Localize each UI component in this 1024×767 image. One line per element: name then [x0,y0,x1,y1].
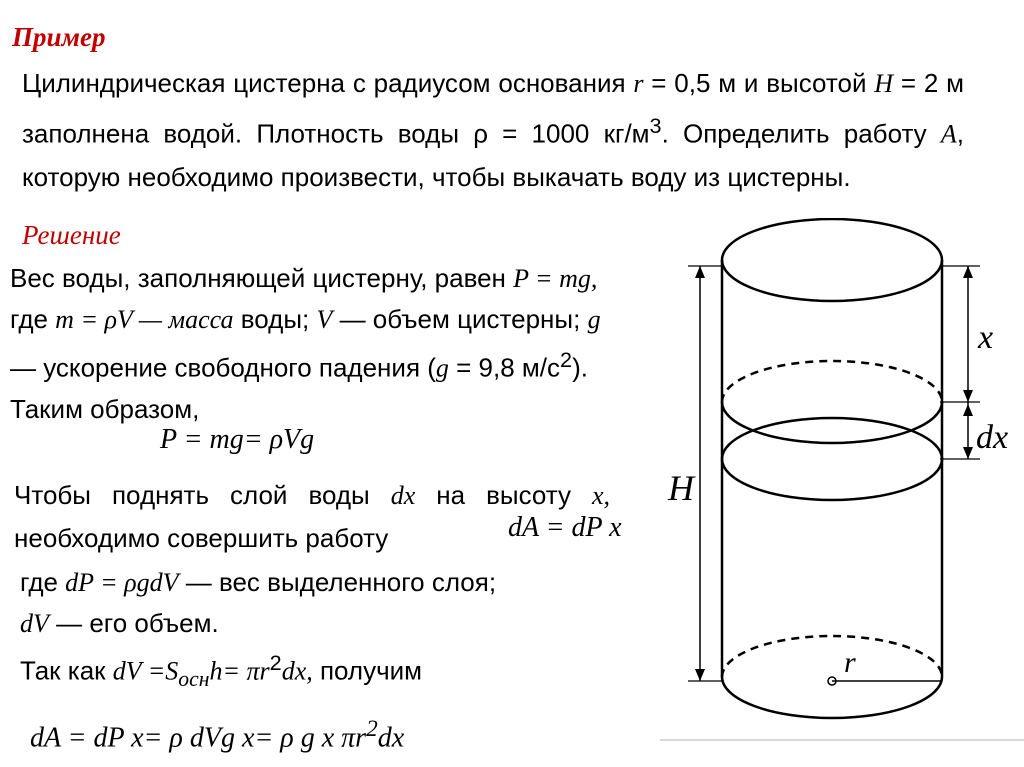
dx-arrow-bottom [963,447,973,459]
p1-text-7: ). Таким образом, [10,352,588,424]
p2-text-1: Чтобы поднять слой воды [14,480,391,510]
p2-italic-1: dx [390,481,416,510]
top-ellipse [722,219,942,301]
p4-superscript: 2 [269,650,282,675]
f3-superscript: 2 [366,716,378,742]
p4-italic-1: dV =S [112,656,179,686]
h-arrow-bottom [695,669,705,681]
p1-italic-4: g [587,305,601,334]
p4-text-2: получим [312,655,423,686]
problem-text-4: . Определить работу [661,118,941,149]
p4-text-1: Так как [20,655,113,686]
p1-italic-1: P = mg, [513,264,598,293]
p3-text-1: где [20,567,66,597]
work-differential-formula: dA = dP x [508,512,622,543]
p1-text-3: воды; [233,304,317,334]
problem-text-1: Цилиндрическая цистерна с радиусом основания [22,68,634,98]
layer-top-back [722,361,942,402]
p1-text-5: — ускорение свободного падения ( [10,352,436,383]
p3-italic-1: dP = ρgdV [65,568,179,597]
p4-italic-2: h= πr [209,656,270,686]
example-heading: Пример [12,22,106,52]
h-arrow-top [695,266,705,278]
label-r: r [844,646,856,679]
p1-text-6: = 9,8 м/с [448,352,561,383]
layer-bottom-ellipse [722,418,942,500]
f3-part-b: dx [377,722,405,754]
label-dx: dx [976,419,1009,456]
p1-italic-5: g [435,353,449,383]
p4-italic-3: dx, [281,656,313,686]
volume-paragraph [20,650,422,692]
p2-italic-2: x, [591,481,610,510]
work-symbol: A [940,119,957,149]
radius-symbol: r [633,69,644,98]
label-x: x [978,319,994,356]
final-formula [30,716,404,754]
p1-italic-3: V [316,305,333,334]
layer-top-front [722,402,942,443]
p2-text-3: необходимо совершить работу [14,523,389,553]
label-h: H [668,468,694,508]
dx-arrow-top [963,404,973,416]
p1-italic-2: m = ρV — масса [55,305,234,334]
cube-superscript: 3 [649,113,662,138]
p1-text-1: Вес воды, заполняющей цистерну, равен [10,263,514,293]
p3-text-3: — его объем. [48,608,219,638]
p3-italic-2: dV [20,609,49,638]
problem-statement [22,62,964,198]
cylinder-diagram [660,218,1024,767]
weight-formula: P = mg= ρVg [160,424,315,455]
height-symbol: H [874,69,894,98]
layer-weight-paragraph [20,562,620,644]
p2-text-2: на высоту [415,480,592,510]
x-arrow-top [963,266,973,278]
bottom-front [722,677,942,718]
problem-text-3: = 2 м заполнена водой. Плотность воды ρ = 1000 кг/м [22,68,964,149]
p3-text-2: — вес выделенного слоя; [178,567,497,597]
p1-text-4: — объем цистерны; [332,304,588,334]
problem-text-5: , которую необходимо произвести, чтобы выкачать воду из цистерны. [22,118,964,192]
problem-text-2: = 0,5 м и высотой [643,68,875,98]
bottom-back [722,636,942,677]
p1-text-2: где [10,304,56,334]
p1-superscript: 2 [560,347,573,372]
weight-paragraph [10,258,610,429]
solution-heading: Решение [22,220,121,250]
p4-subscript: осн [178,666,210,691]
f3-part-a: dA = dP x= ρ dVg x= ρ g x πr [30,722,367,754]
x-arrow-bottom [963,390,973,402]
